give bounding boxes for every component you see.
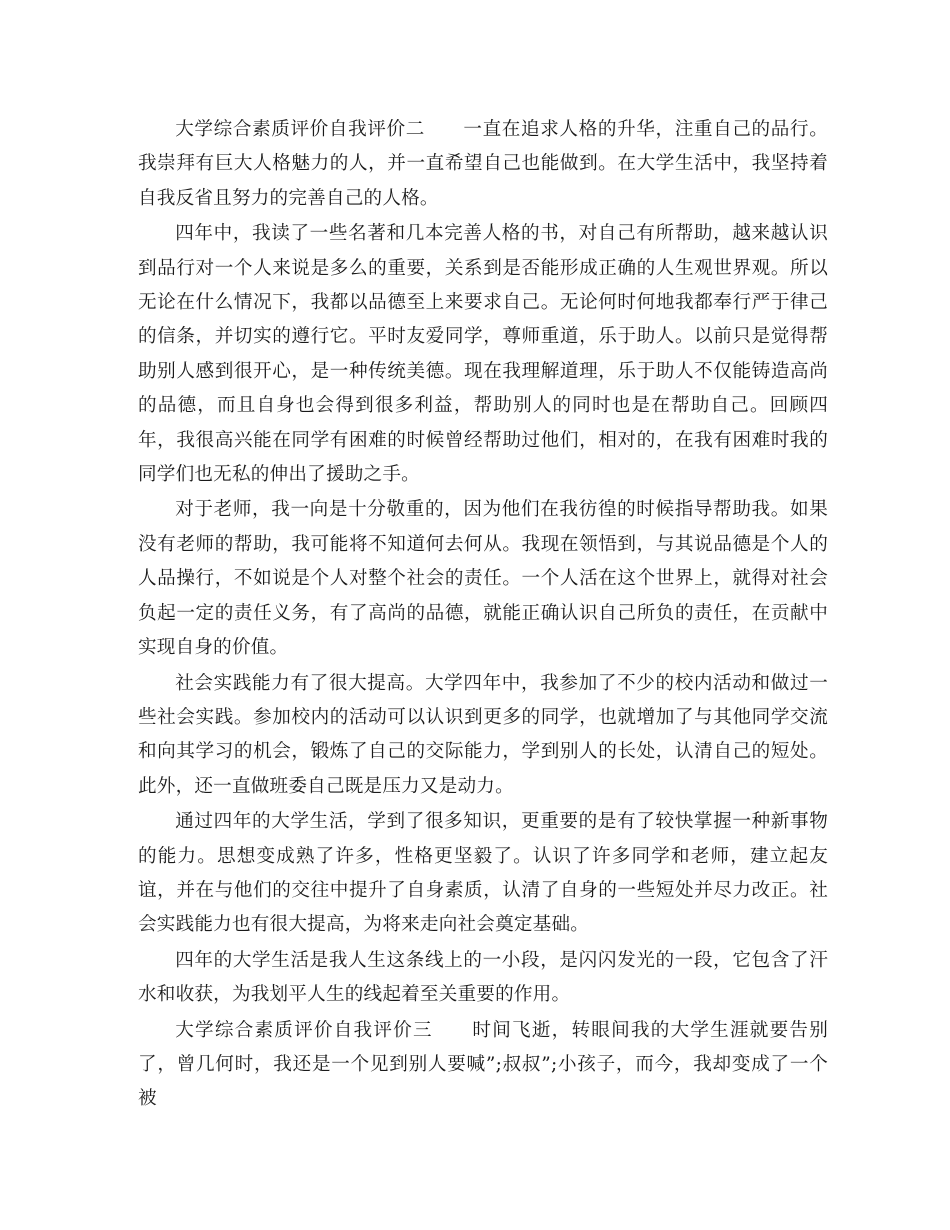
document-body [138,113,828,1118]
paragraph-2: 四年中，我读了一些名著和几本完善人格的书，对自己有所帮助，越来越认识到品行对一个人来说是多么的重要，关系到是否能形成正确的人生观世界观。所以无论在什么情况下，我都以品德至上来要求自己。无论何时何地我都奉行严于律己的信条，并切实的遵行它。平时友爱同学，尊师重道，乐于助人。以前只是觉得帮助别人感到很开心，是一种传统美德。现在我理解道理，乐于助人不仅能铸造高尚的品德，而且自身也会得到很多利益，帮助别人的同时也是在帮助自己。回顾四年，我很高兴能在同学有困难的时候曾经帮助过他们，相对的，在我有困难时我的同学们也无私的伸出了援助之手。 [138,223,828,486]
paragraph-6: 四年的大学生活是我人生这条线上的一小段，是闪闪发光的一段，它包含了汗水和收获，为我划平人生的线起着至关重要的作用。 [138,949,828,1006]
paragraph-4: 社会实践能力有了很大提高。大学四年中，我参加了不少的校内活动和做过一些社会实践。参加校内的活动可以认识到更多的同学，也就增加了与其他同学交流和向其学习的机会，锻炼了自己的交际能力，学到别人的长处，认清自己的短处。此外，还一直做班委自己既是压力又是动力。 [138,672,828,797]
paragraph-5: 通过四年的大学生活，学到了很多知识，更重要的是有了较快掌握一种新事物的能力。思想变成熟了许多，性格更坚毅了。认识了许多同学和老师，建立起友谊，并在与他们的交往中提升了自身素质，认清了自身的一些短处并尽力改正。社会实践能力也有很大提高，为将来走向社会奠定基础。 [138,811,828,936]
paragraph-1: 大学综合素质评价自我评价二 一直在追求人格的升华，注重自己的品行。我崇拜有巨大人格魅力的人，并一直希望自己也能做到。在大学生活中，我坚持着自我反省且努力的完善自己的人格。 [138,119,828,209]
paragraph-7: 大学综合素质评价自我评价三 时间飞逝，转眼间我的大学生涯就要告别了，曾几何时，我还是一个见到别人要喊”;叔叔”;小孩子，而今，我却变成了一个被 [138,1019,828,1110]
paragraph-3: 对于老师，我一向是十分敬重的，因为他们在我彷徨的时候指导帮助我。如果没有老师的帮助，我可能将不知道何去何从。我现在领悟到，与其说品德是个人的人品操行，不如说是个人对整个社会的责任。一个人活在这个世界上，就得对社会负起一定的责任义务，有了高尚的品德，就能正确认识自己所负的责任，在贡献中实现自身的价值。 [138,499,828,659]
